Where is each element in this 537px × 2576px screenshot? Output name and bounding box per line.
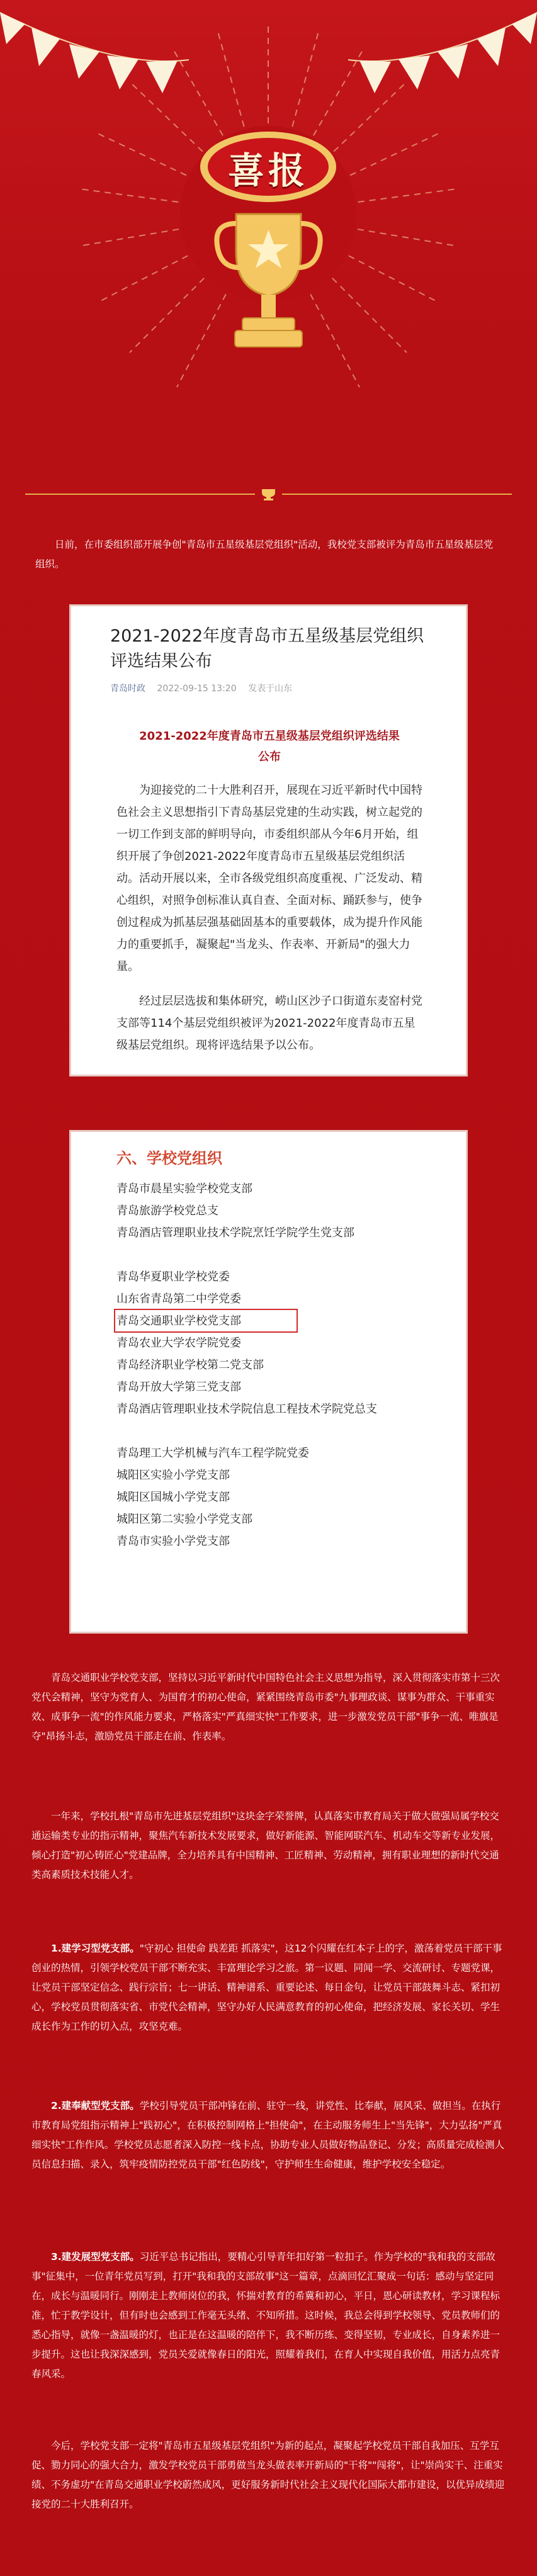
article-screenshot-card (69, 604, 468, 1076)
narrative-point-2-label: 2.建奉献型党支部。 (51, 2100, 140, 2111)
narrative-point-3-text: 习近平总书记指出，要精心引导青年扣好第一粒扣子。作为学校的"我和我的支部故事"征集中，一位青年党员写到，打开"我和我的支部故事"这一篇章，点滴回忆汇聚成一句话：感动与坚定同在，成长与温暖同行。刚刚走上教师岗位的我，怀揣对教育的希冀和初心，平日，恩心研读教材，学习课程标准，忙于教学设计，但有时也会感到工作毫无头绪、不知所措。这时候，我总会得到学校领导、党员教师们的悉心指导，就像一盏温暖的灯，也正是在这温暖的陪伴下，我不断历练、变得坚韧，专业成长，自身素养进一步提升。这也让我深深感到，党员关爱就像春日的阳光，照耀着我们，在育人中实现自我价值，用活力点亮青春风采。 (31, 2251, 500, 2380)
list-item: 青岛开放大学第三党支部 (116, 1381, 241, 1394)
bunting-flags-decoration (0, 0, 537, 101)
narrative-paragraph-4 (31, 2096, 506, 2174)
poster-title: 喜报 (227, 149, 308, 192)
article-location: 发表于山东 (248, 684, 293, 694)
school-list-card (69, 1130, 468, 1634)
article-source-link[interactable]: 青岛时政 (110, 684, 145, 694)
list-item-highlighted: 青岛交通职业学校党支部 (116, 1314, 241, 1328)
list-item: 城阳区第二实验小学党支部 (116, 1513, 252, 1526)
narrative-paragraph-5 (31, 2247, 506, 2384)
article-datetime: 2022-09-15 13:20 (157, 684, 237, 694)
article-meta (110, 682, 292, 694)
list-item: 青岛经济职业学校第二党支部 (116, 1359, 264, 1372)
intro-paragraph: 日前，在市委组织部开展争创"青岛市五星级基层党组织"活动，我校党支部被评为青岛市五星级基层党组织。 (35, 539, 494, 570)
list-item: 城阳区国城小学党支部 (116, 1491, 230, 1504)
list-item: 青岛市实验小学党支部 (116, 1535, 230, 1548)
list-item: 青岛市晨星实验学校党支部 (116, 1182, 252, 1195)
trophy-divider (25, 488, 512, 500)
trophy-icon (211, 208, 326, 353)
list-item: 青岛旅游学校党总支 (116, 1204, 218, 1217)
article-subtitle: 2021-2022年度青岛市五星级基层党组织评选结果公布 (139, 730, 400, 764)
article-title: 2021-2022年度青岛市五星级基层党组织评选结果公布 (110, 626, 424, 671)
list-item: 青岛农业大学农学院党委 (116, 1336, 241, 1350)
poster-header (0, 0, 537, 441)
article-paragraph-1: 为迎接党的二十大胜利召开，展现在习近平新时代中国特色社会主义思想指引下青岛基层党建的生动实践，树立起党的一切工作到支部的鲜明导向，市委组织部从今年6月开始，组织开展了争创2021-2022年度青岛市五星级基层党组织活动。活动开展以来，全市各级党组织高度重视、广泛发动、精心组织，对照争创标准认真自查、全面对标、踊跃参与，使争创过程成为抓基层强基础固基本的重要载体，成为提升作风能力的重要抓手，凝聚起"当龙头、作表率、开新局"的强大力量。 (116, 784, 422, 973)
list-item: 山东省青岛第二中学党委 (116, 1292, 241, 1306)
list-item: 青岛华夏职业学校党委 (116, 1270, 230, 1284)
narrative-paragraph-2: 一年来，学校扎根"青岛市先进基层党组织"这块金字荣誉牌，认真落实市教育局关于做大做强局属学校交通运输类专业的指示精神，聚焦汽车新技术发展要求，做好新能源、智能网联汽车、机动车交等新专业发展，倾心打造"初心铸匠心"党建品牌，全力培养具有中国精神、工匠精神、劳动精神，拥有职业理想的新时代交通类高素质技术技能人才。 (31, 1811, 500, 1880)
list-item: 城阳区实验小学党支部 (116, 1469, 230, 1482)
list-item: 青岛理工大学机械与汽车工程学院党委 (116, 1447, 309, 1460)
list-section-heading: 六、学校党组织 (116, 1150, 222, 1167)
list-item: 青岛酒店管理职业技术学院信息工程技术学院党总支 (116, 1403, 377, 1416)
narrative-point-3-label: 3.建发展型党支部。 (51, 2251, 140, 2262)
list-item: 青岛酒店管理职业技术学院烹饪学院学生党支部 (116, 1226, 354, 1240)
narrative-paragraph-6: 今后，学校党支部一定将"青岛市五星级基层党组织"为新的起点，凝聚起学校党员干部自我加压、互学互促、勠力同心的强大合力，激发学校党员干部勇做当龙头做表率开新局的"干将""闯将"，让"崇尚实干、注重实绩、不务虚功"在青岛交通职业学校蔚然成风，更好服务新时代社会主义现代化国际大都市建设，以优异成绩迎接党的二十大胜利召开。 (31, 2440, 505, 2510)
narrative-paragraph-1: 青岛交通职业学校党支部，坚持以习近平新时代中国特色社会主义思想为指导，深入贯彻落实市第十三次党代会精神，坚守为党育人、为国育才的初心使命，紧紧围绕青岛市委"九事理政谈、谋事为群众、干事重实效、成事争一流"的作风能力要求，严格落实"严真细实快"工作要求，进一步激发党员干部"事争一流、唯旗是夺"昂扬斗志，激励党员干部走在前、作表率。 (31, 1672, 500, 1742)
narrative-point-1-label: 1.建学习型党支部。 (51, 1943, 140, 1954)
narrative-paragraph-3 (31, 1939, 506, 2037)
article-paragraph-2: 经过层层选拔和集体研究，崂山区沙子口街道东麦窑村党支部等114个基层党组织被评为2021-2022年度青岛市五星级基层党组织。现将评选结果予以公布。 (116, 995, 422, 1052)
narrative-point-2-text: 学校引导党员干部冲锋在前、驻守一线，讲党性、比奉献，展风采、做担当。在执行市教育局党组指示精神上"践初心"，在积极控制网格上"担使命"，在主动服务师生上"当先锋"，大力弘扬"严真细实快"工作作风。学校党员志愿者深入防控一线卡点，协助专业人员做好物品登记、分发；高质量完成检测人员信息扫描、录入，筑牢疫情防控党员干部"红色防线"，守护师生生命健康，维护学校安全稳定。 (31, 2100, 505, 2170)
narrative-point-1-text: "守初心 担使命 践差距 抓落实"，这12个闪耀在红本子上的字，激荡着党员干部干事创业的热情，引领学校党员干部不断充实、丰富理论学习之旅。第一议题、同闻一学、交流研讨、专题党课，让党员干部坚定信念、践行宗旨；七一讲话、精神谱系、重要论述、每日金句，让党员干部鼓舞斗志、紧扣初心，学校党员贯彻落实省、市党代会精神，坚守办好人民满意教育的初心使命，把经济发展、家长关切、学生成长作为工作的切入点，攻坚克难。 (31, 1943, 502, 2032)
